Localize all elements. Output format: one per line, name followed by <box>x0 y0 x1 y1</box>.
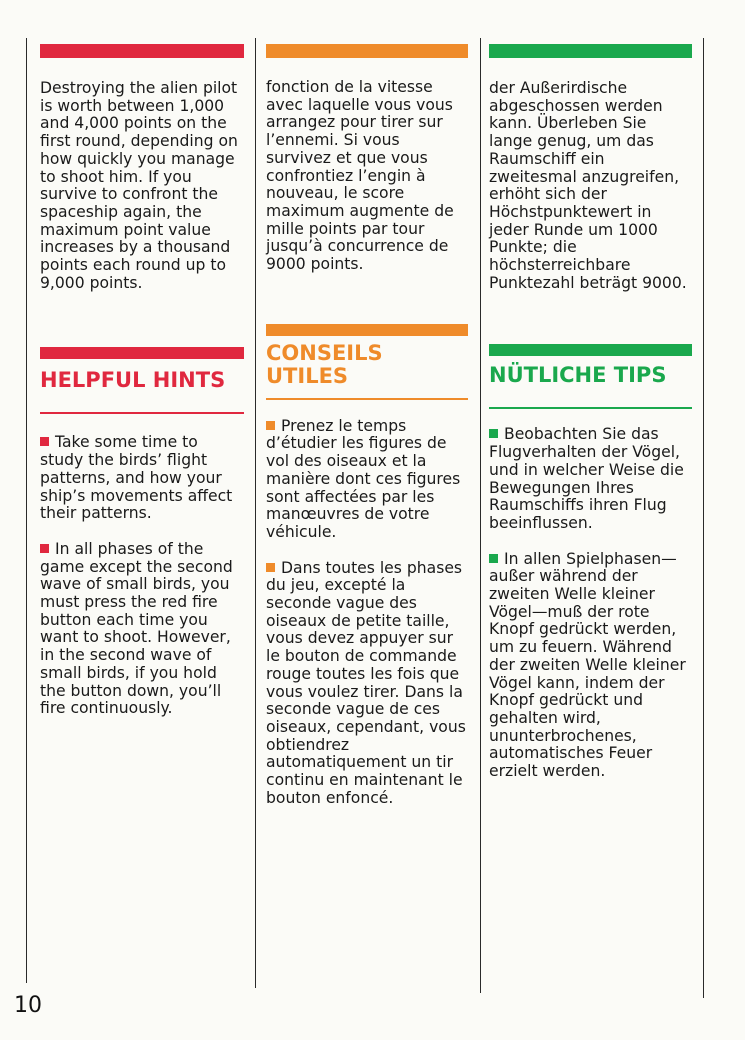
column-divider <box>480 38 481 993</box>
english-column <box>40 44 244 718</box>
french-hint-1: Prenez le temps d’étudier les figures de vol des oiseaux et la manière dont ces figures sont affectées par les manœuvres de votre véhicule. <box>266 416 461 541</box>
german-top-bar <box>489 44 692 58</box>
english-top-bar <box>40 44 244 58</box>
french-top-bar <box>266 44 468 58</box>
bullet-icon <box>489 429 498 438</box>
german-heading: NÜTLICHE TIPS <box>489 363 667 388</box>
german-heading-bar <box>489 344 692 356</box>
english-hint-2: In all phases of the game except the second wave of small birds, you must press the red fire button each time you want to shoot. However, in the second wave of small birds, if you hold the button down, you’ll fire continuously. <box>40 539 233 718</box>
french-intro-text: fonction de la vitesse avec laquelle vous vous arrangez pour tirer sur l’ennemi. Si vous survivez et que vous confrontiez l’engin à nouveau, le score maximum augmente de mille points par tour jusqu’à concurrence de 9000 points. <box>266 78 454 274</box>
french-heading: CONSEILS UTILES <box>266 340 383 388</box>
bullet-icon <box>40 544 49 553</box>
french-column <box>266 44 468 808</box>
german-intro-text: der Außerirdische abgeschossen werden kann. Überleben Sie lange genug, um das Raumschiff ein zweitesmal anzugreifen, erhöht sich der Höchstpunktewert in jeder Runde um 1000 Punkte; die höchsterreichbare Punktezahl beträgt 9000. <box>489 79 687 292</box>
page-number: 10 <box>14 993 42 1018</box>
bullet-icon <box>489 554 498 563</box>
german-column <box>489 44 692 781</box>
column-divider <box>703 38 704 998</box>
german-hint-2: In allen Spielphasen—außer während der zweiten Welle kleiner Vögel—muß der rote Knopf gedrückt werden, um zu feuern. Während der zweiten Welle kleiner Vögel kann, indem der Knopf gedrückt und gehalten wird, ununterbrochenes, automatisches Feuer erzielt werden. <box>489 549 686 781</box>
french-hint-2: Dans toutes les phases du jeu, excepté la seconde vague des oiseaux de petite taille, vous devez appuyer sur le bouton de commande rouge toutes les fois que vous voulez tirer. Dans la seconde vague de ces oiseaux, cependant, vous obtiendrez automatiquement un tir continu en maintenant le bouton enfoncé. <box>266 558 466 807</box>
english-hint-1: Take some time to study the birds’ flight patterns, and how your ship’s movements affect their patterns. <box>40 433 233 523</box>
bullet-icon <box>266 421 275 430</box>
english-heading: HELPFUL HINTS <box>40 368 226 393</box>
german-hint-1: Beobachten Sie das Flugverhalten der Vögel, und in welcher Weise die Bewegungen Ihres Raumschiffs ihren Flug beeinflussen. <box>489 425 684 532</box>
french-heading-rule <box>266 398 468 400</box>
english-intro-text: Destroying the alien pilot is worth between 1,000 and 4,000 points on the first round, depending on how quickly you manage to shoot him. If you survive to confront the spaceship again, the maximum point value increases by a thousand points each round up to 9,000 points. <box>40 79 238 292</box>
english-heading-bar <box>40 347 244 359</box>
bullet-icon <box>40 437 49 446</box>
bullet-icon <box>266 563 275 572</box>
column-divider <box>26 38 27 983</box>
english-heading-rule <box>40 412 244 414</box>
german-heading-rule <box>489 407 692 409</box>
column-divider <box>255 38 256 988</box>
french-heading-bar <box>266 324 468 336</box>
